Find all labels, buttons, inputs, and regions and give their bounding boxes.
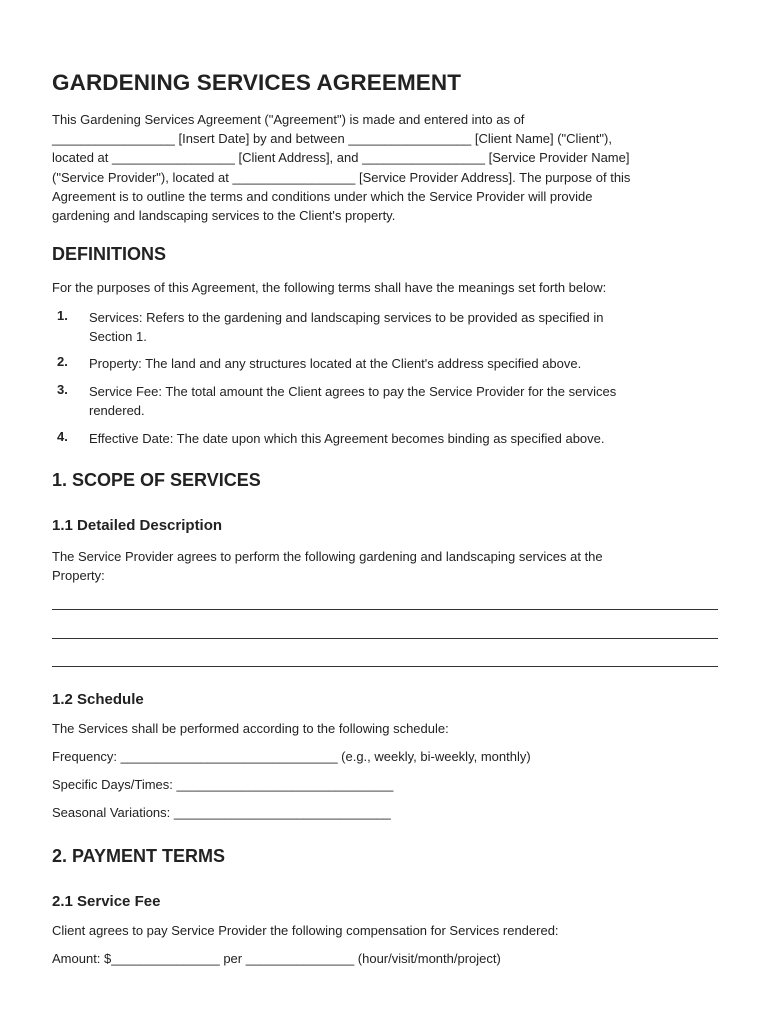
seasonal-variations-field[interactable]: Seasonal Variations: ______________________________ bbox=[52, 805, 391, 820]
definition-line: Effective Date: The date upon which this Agreement becomes binding as specified above. bbox=[89, 431, 605, 446]
definition-text bbox=[89, 354, 719, 373]
scope-heading: 1. SCOPE OF SERVICES bbox=[52, 470, 261, 490]
document-title: GARDENING SERVICES AGREEMENT bbox=[52, 70, 462, 95]
intro-line: Agreement is to outline the terms and conditions under which the Service Provider will provide bbox=[52, 188, 593, 204]
detailed-description-text bbox=[52, 547, 722, 585]
detailed-description-heading: 1.1 Detailed Description bbox=[52, 517, 223, 534]
detail-line: Property: bbox=[52, 568, 105, 584]
schedule-intro: The Services shall be performed according to the following schedule: bbox=[52, 721, 449, 736]
definition-line: rendered. bbox=[89, 403, 145, 419]
detail-line: The Service Provider agrees to perform the following gardening and landscaping services at the bbox=[52, 549, 603, 564]
definition-line: Property: The land and any structures located at the Client's address specified above. bbox=[89, 356, 582, 371]
services-blank-line[interactable] bbox=[52, 666, 718, 667]
definition-number: 3. bbox=[57, 382, 68, 397]
service-fee-heading: 2.1 Service Fee bbox=[52, 893, 161, 910]
definitions-heading: DEFINITIONS bbox=[52, 244, 167, 264]
intro-paragraph bbox=[52, 110, 722, 225]
definition-line: Section 1. bbox=[89, 329, 147, 345]
services-blank-line[interactable] bbox=[52, 638, 718, 639]
specific-days-field[interactable]: Specific Days/Times: ______________________________ bbox=[52, 777, 394, 792]
schedule-heading: 1.2 Schedule bbox=[52, 691, 144, 708]
definition-text bbox=[89, 429, 719, 448]
definition-text bbox=[89, 308, 719, 346]
service-fee-intro: Client agrees to pay Service Provider the following compensation for Services rendered: bbox=[52, 923, 559, 938]
intro-line: gardening and landscaping services to the Client's property. bbox=[52, 208, 396, 224]
definition-line: Service Fee: The total amount the Client agrees to pay the Service Provider for the services bbox=[89, 384, 617, 399]
definitions-intro: For the purposes of this Agreement, the following terms shall have the meanings set forth below: bbox=[52, 280, 607, 295]
services-blank-line[interactable] bbox=[52, 609, 718, 610]
intro-line: _________________ [Insert Date] by and between _________________ [Client Name] ("Client"), bbox=[52, 131, 612, 147]
payment-heading: 2. PAYMENT TERMS bbox=[52, 846, 226, 866]
intro-line: located at _________________ [Client Address], and _________________ [Service Provider Name] bbox=[52, 150, 630, 166]
definition-text bbox=[89, 382, 719, 420]
intro-line: This Gardening Services Agreement ("Agreement") is made and entered into as of bbox=[52, 112, 525, 127]
amount-field[interactable]: Amount: $_______________ per _______________ (hour/visit/month/project) bbox=[52, 951, 501, 966]
intro-line: ("Service Provider"), located at _________________ [Service Provider Address]. The purpose of this bbox=[52, 169, 631, 185]
definition-number: 1. bbox=[57, 308, 68, 323]
definition-number: 4. bbox=[57, 429, 68, 444]
frequency-field[interactable]: Frequency: ______________________________ (e.g., weekly, bi-weekly, monthly) bbox=[52, 749, 531, 764]
definition-line: Services: Refers to the gardening and landscaping services to be provided as specified in bbox=[89, 310, 604, 325]
definition-number: 2. bbox=[57, 354, 68, 369]
